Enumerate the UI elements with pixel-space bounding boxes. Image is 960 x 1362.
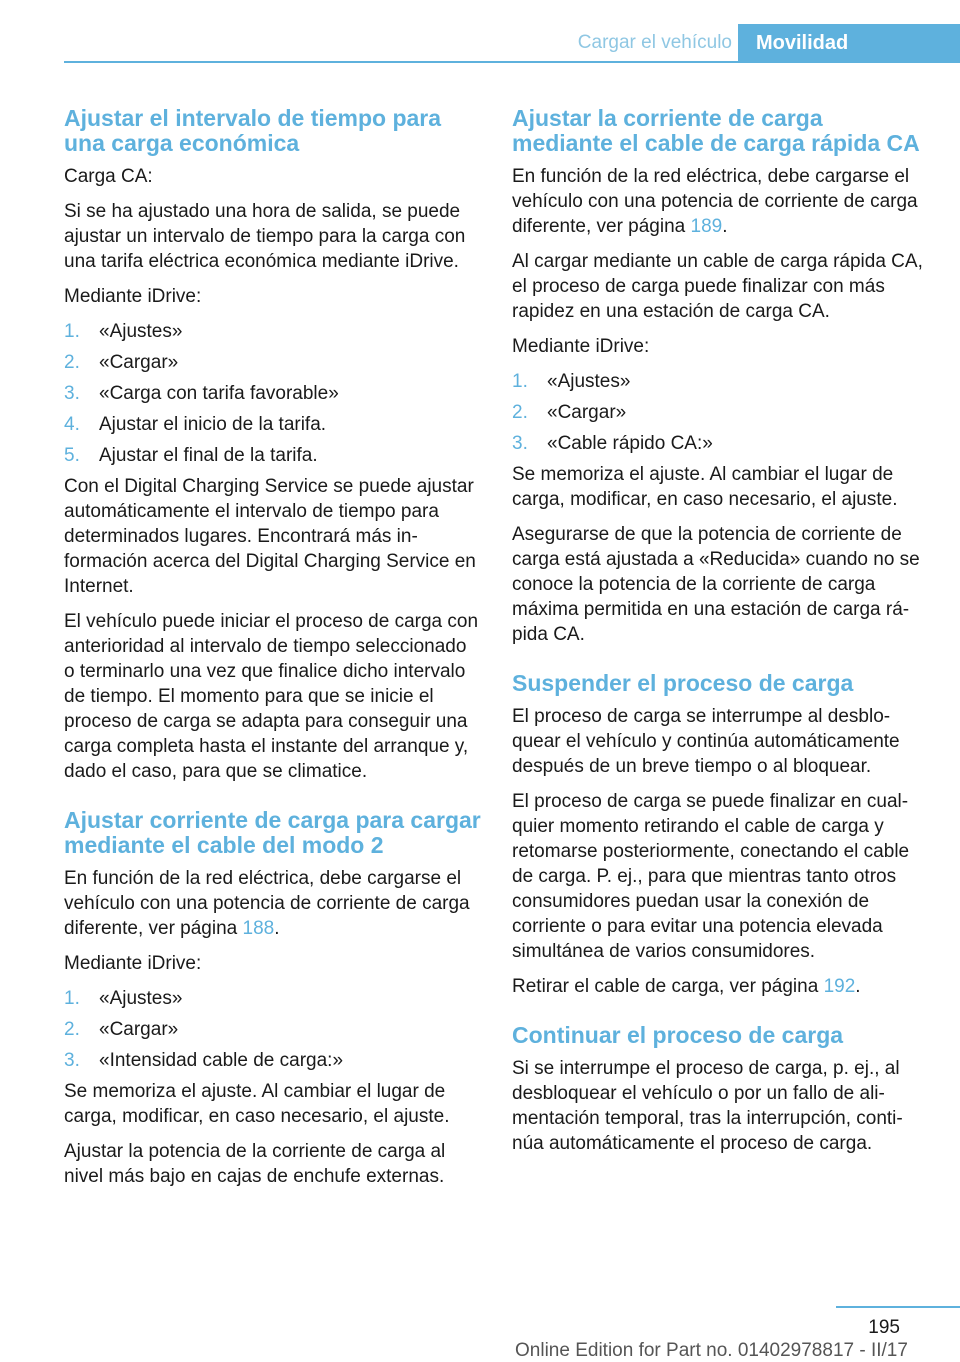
page-header: [0, 0, 960, 62]
header-rule: [64, 61, 960, 63]
paragraph: Si se interrumpe el proceso de carga, p. ej., al desbloquear el vehículo o por un fallo de alimentación temporal, tras la interrupción, continúa automáticamente el proceso de carga.: [512, 1058, 903, 1154]
step-item: [64, 443, 482, 468]
section-heading: Ajustar el intervalo de tiempo para una carga económica: [64, 105, 442, 156]
step-number: 2.: [64, 352, 80, 373]
page-link[interactable]: 188: [242, 918, 275, 939]
paragraph: Carga CA:: [64, 166, 153, 187]
step-number: 1.: [64, 988, 80, 1009]
step-item: [64, 381, 482, 406]
step-item: [64, 319, 482, 344]
step-text: «Cargar»: [99, 352, 179, 373]
paragraph-text: Retirar el cable de carga, ver página: [512, 976, 824, 997]
step-item: [64, 1048, 482, 1073]
edition-note: Online Edition for Part no. 01402978817 - II/17: [515, 1340, 908, 1361]
section-heading: Continuar el proceso de carga: [512, 1022, 844, 1048]
step-text: «Ajustes»: [99, 321, 183, 342]
step-list: [512, 369, 926, 456]
step-item: [64, 350, 482, 375]
paragraph: [64, 866, 482, 941]
paragraph-text: .: [722, 216, 728, 237]
step-text: «Cargar»: [99, 1019, 179, 1040]
step-text: «Carga con tarifa favorable»: [99, 383, 339, 404]
page-link[interactable]: 189: [690, 216, 723, 237]
step-text: «Cable rápido CA:»: [547, 433, 713, 454]
paragraph-text: .: [855, 976, 861, 997]
step-text: Ajustar el inicio de la tarifa.: [99, 414, 327, 435]
step-number: 2.: [64, 1019, 80, 1040]
step-text: «Ajustes»: [99, 988, 183, 1009]
step-number: 1.: [512, 371, 528, 392]
step-item: [64, 1017, 482, 1042]
step-item: [64, 986, 482, 1011]
step-number: 3.: [64, 383, 80, 404]
paragraph: El proceso de carga se puede finalizar en cualquier momento retirando el cable de carga y retomarse posteriormente, conectando el cable de carga. P. ej., para que mientras tanto otros consumidores puedan usar la conexión de corriente o para evitar una potencia elevada simultánea de varios consumidores.: [512, 791, 910, 962]
step-item: [64, 412, 482, 437]
header-chapter-tab[interactable]: Movilidad: [738, 24, 960, 62]
paragraph: El proceso de carga se interrumpe al desbloquear el vehículo y continúa automáticamente después de un breve tiempo o al bloquear.: [512, 706, 900, 777]
paragraph: El vehículo puede iniciar el proceso de carga con anterioridad al intervalo de tiempo seleccionado o terminarlo una vez que finalice dicho intervalo de tiempo. El momento para que se inicie el proceso de carga se adapta para conseguir una carga completa hasta el instante del arranque y, dado el caso, para que se climatice.: [64, 611, 479, 782]
step-text: «Intensidad cable de carga:»: [99, 1050, 344, 1071]
paragraph: Mediante iDrive:: [512, 336, 650, 357]
step-number: 3.: [512, 433, 528, 454]
paragraph: [512, 974, 926, 999]
page-number: 195: [868, 1317, 900, 1338]
paragraph: Asegurarse de que la potencia de corriente de carga está ajustada a «Reducida» cuando no se conoce la potencia de la corriente de carga máxima permitida en una estación de carga rápida CA.: [512, 524, 920, 645]
step-item: [512, 369, 926, 394]
section-heading: Ajustar la corriente de carga mediante el cable de carga rápida CA: [512, 105, 920, 156]
paragraph-text: .: [274, 918, 280, 939]
paragraph: Mediante iDrive:: [64, 286, 202, 307]
step-number: 1.: [64, 321, 80, 342]
step-item: [512, 400, 926, 425]
step-number: 3.: [64, 1050, 80, 1071]
header-section-title: Cargar el vehículo: [577, 32, 732, 53]
paragraph-text: En función de la red eléctrica, debe cargarse el vehículo con una potencia de corriente de carga diferente, ver página: [64, 868, 470, 939]
right-column: [512, 106, 926, 1166]
paragraph: Al cargar mediante un cable de carga rápida CA, el proceso de carga puede finalizar con más rapidez en una estación de carga CA.: [512, 251, 923, 322]
step-text: «Ajustes»: [547, 371, 631, 392]
paragraph-text: En función de la red eléctrica, debe cargarse el vehículo con una potencia de corriente de carga diferente, ver página: [512, 166, 918, 237]
step-text: «Cargar»: [547, 402, 627, 423]
paragraph: Mediante iDrive:: [64, 953, 202, 974]
paragraph: Se memoriza el ajuste. Al cambiar el lugar de carga, modificar, en caso necesario, el ajuste.: [512, 464, 898, 510]
paragraph: Si se ha ajustado una hora de salida, se puede ajustar un intervalo de tiempo para la carga con una tarifa eléctrica económica mediante iDrive.: [64, 201, 466, 272]
step-number: 2.: [512, 402, 528, 423]
left-column: [64, 106, 482, 1199]
step-number: 5.: [64, 445, 80, 466]
section-heading: Suspender el proceso de carga: [512, 670, 854, 696]
step-item: [512, 431, 926, 456]
step-list: [64, 986, 482, 1073]
page-link[interactable]: 192: [823, 976, 856, 997]
step-number: 4.: [64, 414, 80, 435]
paragraph: Se memoriza el ajuste. Al cambiar el lugar de carga, modificar, en caso necesario, el ajuste.: [64, 1081, 450, 1127]
step-list: [64, 319, 482, 468]
paragraph: Con el Digital Charging Service se puede ajustar automáticamente el intervalo de tiempo para determinados lugares. Encontrará más información acerca del Digital Charging Service en Internet.: [64, 476, 476, 597]
paragraph: Ajustar la potencia de la corriente de carga al nivel más bajo en cajas de enchufe externas.: [64, 1141, 446, 1187]
footer-rule: [836, 1306, 960, 1308]
paragraph: [512, 164, 926, 239]
step-text: Ajustar el final de la tarifa.: [99, 445, 318, 466]
section-heading: Ajustar corriente de carga para cargar mediante el cable del modo 2: [64, 807, 481, 858]
